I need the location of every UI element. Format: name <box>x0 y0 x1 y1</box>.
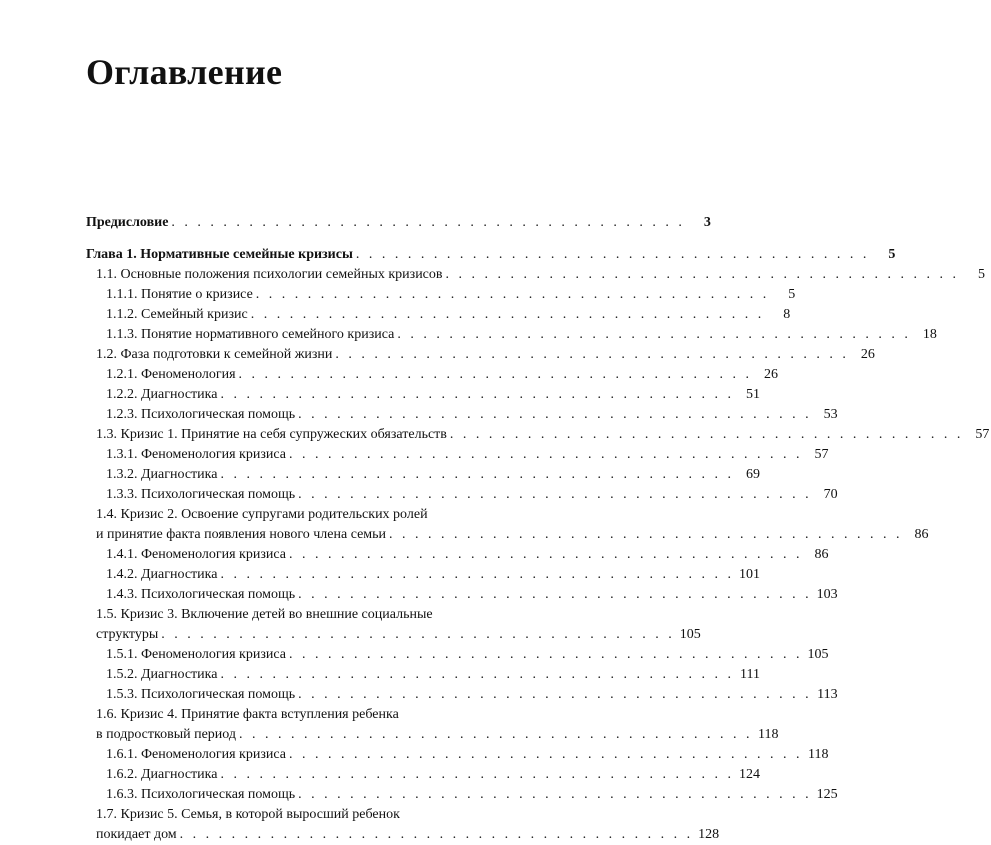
toc-entry[interactable] <box>0 785 838 805</box>
dot-leader: . . . . . . . . . . . . . . . . . . . . . . . . . . . . . . . . . . . . . . . . <box>389 527 903 542</box>
toc-entry-page: 26 <box>764 367 779 382</box>
toc-entry[interactable] <box>0 345 875 365</box>
dot-leader: . . . . . . . . . . . . . . . . . . . . . . . . . . . . . . . . . . . . . . . . <box>220 387 734 402</box>
toc-entry[interactable] <box>0 665 760 685</box>
toc-entry[interactable] <box>0 825 720 845</box>
toc-entry-page: 103 <box>816 587 838 602</box>
toc-entry[interactable] <box>0 525 929 545</box>
dot-leader: . . . . . . . . . . . . . . . . . . . . . . . . . . . . . . . . . . . . . . . . <box>220 667 734 682</box>
toc-entry-title: 1.3.3. Психологическая помощь <box>106 487 296 502</box>
toc-entry-page: 118 <box>758 727 779 742</box>
dot-leader: . . . . . . . . . . . . . . . . . . . . . . . . . . . . . . . . . . . . . . . . <box>335 347 849 362</box>
toc-entry-title: 1.4.2. Диагностика <box>106 567 218 582</box>
toc-entry-title: 1.2.1. Феноменология <box>106 367 236 382</box>
dot-leader: . . . . . . . . . . . . . . . . . . . . . . . . . . . . . . . . . . . . . . . . <box>239 727 753 742</box>
toc-entry-page: 69 <box>745 467 760 482</box>
dot-leader: . . . . . . . . . . . . . . . . . . . . . . . . . . . . . . . . . . . . . . . . <box>288 747 803 762</box>
toc-entry-page: 5 <box>978 267 986 282</box>
dot-leader: . . . . . . . . . . . . . . . . . . . . . . . . . . . . . . . . . . . . . . . . <box>220 767 734 782</box>
toc-entry-title: 1.2.2. Диагностика <box>106 387 218 402</box>
toc-entry-title: 1.6.2. Диагностика <box>106 767 218 782</box>
toc-entry-title: и принятие факта появления нового члена семьи <box>96 527 387 542</box>
dot-leader: . . . . . . . . . . . . . . . . . . . . . . . . . . . . . . . . . . . . . . . . <box>298 487 812 502</box>
toc-entry-title: 1.1.2. Семейный кризис <box>106 307 248 322</box>
dot-leader: . . . . . . . . . . . . . . . . . . . . . . . . . . . . . . . . . . . . . . . . <box>161 627 675 642</box>
toc-entry-title: 1.1.3. Понятие нормативного семейного кризиса <box>106 327 395 342</box>
toc-entry-page: 118 <box>807 747 829 762</box>
toc-entry-page: 70 <box>823 487 838 502</box>
dot-leader: . . . . . . . . . . . . . . . . . . . . . . . . . . . . . . . . . . . . . . . . <box>288 447 803 462</box>
toc-entry-page: 105 <box>679 627 701 642</box>
toc-entry[interactable] <box>0 213 711 233</box>
toc-entry-title-line1[interactable]: 1.5. Кризис 3. Включение детей во внешние социальные <box>96 607 433 622</box>
toc-entry[interactable] <box>0 645 829 665</box>
toc-entry-page: 124 <box>738 767 760 782</box>
toc-entry-page: 5 <box>788 287 796 302</box>
toc-entry-title: 1.5.3. Психологическая помощь <box>106 687 296 702</box>
toc-entry-title: 1.6.1. Феноменология кризиса <box>106 747 286 762</box>
toc-entry-page: 111 <box>740 667 760 682</box>
dot-leader: . . . . . . . . . . . . . . . . . . . . . . . . . . . . . . . . . . . . . . . . <box>298 787 812 802</box>
toc-entry-title: 1.3.2. Диагностика <box>106 467 218 482</box>
toc-entry-title-line1[interactable]: 1.4. Кризис 2. Освоение супругами родительских ролей <box>96 507 428 522</box>
toc-entry[interactable] <box>0 585 838 605</box>
toc-entry[interactable] <box>0 445 829 465</box>
toc-entry-title-line1[interactable]: 1.7. Кризис 5. Семья, в которой выросший ребенок <box>96 807 400 822</box>
toc-entry-page: 26 <box>860 347 875 362</box>
toc-entry-title: 1.3.1. Феноменология кризиса <box>106 447 286 462</box>
dot-leader: . . . . . . . . . . . . . . . . . . . . . . . . . . . . . . . . . . . . . . . . <box>449 427 964 442</box>
toc-entry-title: 1.1.1. Понятие о кризисе <box>106 287 253 302</box>
dot-leader: . . . . . . . . . . . . . . . . . . . . . . . . . . . . . . . . . . . . . . . . <box>238 367 753 382</box>
dot-leader: . . . . . . . . . . . . . . . . . . . . . . . . . . . . . . . . . . . . . . . . <box>179 827 694 842</box>
toc-entry[interactable] <box>0 285 796 305</box>
toc-entry-page: 101 <box>738 567 760 582</box>
toc-entry-page: 8 <box>783 307 791 322</box>
toc-entry[interactable] <box>0 485 838 505</box>
toc-entry[interactable] <box>0 685 838 705</box>
dot-leader: . . . . . . . . . . . . . . . . . . . . . . . . . . . . . . . . . . . . . . . . <box>220 467 734 482</box>
toc-entry-page: 105 <box>807 647 829 662</box>
toc-entry-title: покидает дом <box>96 827 177 842</box>
dot-leader: . . . . . . . . . . . . . . . . . . . . . . . . . . . . . . . . . . . . . . . . <box>298 687 812 702</box>
toc-entry-page: 86 <box>914 527 929 542</box>
toc-entry[interactable] <box>0 365 779 385</box>
toc-entry-title: 1.2.3. Психологическая помощь <box>106 407 296 422</box>
toc-entry[interactable] <box>0 425 990 445</box>
dot-leader: . . . . . . . . . . . . . . . . . . . . . . . . . . . . . . . . . . . . . . . . <box>355 247 870 262</box>
toc-entry-page: 57 <box>975 427 990 442</box>
toc-entry-title-line1[interactable]: 1.6. Кризис 4. Принятие факта вступления ребенка <box>96 707 399 722</box>
dot-leader: . . . . . . . . . . . . . . . . . . . . . . . . . . . . . . . . . . . . . . . . <box>250 307 765 322</box>
dot-leader: . . . . . . . . . . . . . . . . . . . . . . . . . . . . . . . . . . . . . . . . <box>171 215 685 230</box>
toc-entry[interactable] <box>0 305 791 325</box>
toc-entry-page: 51 <box>745 387 760 402</box>
toc-entry-title: 1.5.1. Феноменология кризиса <box>106 647 286 662</box>
page-title: Оглавление <box>86 52 283 92</box>
toc-entry-title: Глава 1. Нормативные семейные кризисы <box>86 247 353 262</box>
toc-entry[interactable] <box>0 565 760 585</box>
toc-entry[interactable] <box>0 545 829 565</box>
toc-entry-title: 1.4.3. Психологическая помощь <box>106 587 296 602</box>
dot-leader: . . . . . . . . . . . . . . . . . . . . . . . . . . . . . . . . . . . . . . . . <box>288 547 803 562</box>
toc-entry-page: 128 <box>698 827 720 842</box>
toc-entry-page: 125 <box>816 787 838 802</box>
toc-entry[interactable] <box>0 745 829 765</box>
toc-entry[interactable] <box>0 465 760 485</box>
dot-leader: . . . . . . . . . . . . . . . . . . . . . . . . . . . . . . . . . . . . . . . . <box>445 267 960 282</box>
toc-entry[interactable] <box>0 765 760 785</box>
toc-entry-page: 18 <box>922 327 937 342</box>
table-of-contents <box>0 213 990 845</box>
toc-entry-title: 1.1. Основные положения психологии семейных кризисов <box>96 267 443 282</box>
toc-entry-title: в подростковый период <box>96 727 237 742</box>
toc-entry[interactable] <box>0 385 760 405</box>
toc-entry-title: 1.4.1. Феноменология кризиса <box>106 547 286 562</box>
toc-entry[interactable] <box>0 245 896 265</box>
toc-entry-page: 5 <box>888 247 896 262</box>
toc-entry[interactable] <box>0 725 779 745</box>
toc-entry-page: 3 <box>703 215 711 230</box>
toc-entry-title: 1.5.2. Диагностика <box>106 667 218 682</box>
dot-leader: . . . . . . . . . . . . . . . . . . . . . . . . . . . . . . . . . . . . . . . . <box>397 327 911 342</box>
toc-entry-page: 86 <box>814 547 829 562</box>
toc-entry-title: структуры <box>96 627 159 642</box>
toc-entry[interactable] <box>0 325 937 345</box>
toc-entry-page: 113 <box>817 687 838 702</box>
toc-entry-page: 57 <box>814 447 829 462</box>
dot-leader: . . . . . . . . . . . . . . . . . . . . . . . . . . . . . . . . . . . . . . . . <box>220 567 734 582</box>
dot-leader: . . . . . . . . . . . . . . . . . . . . . . . . . . . . . . . . . . . . . . . . <box>298 587 812 602</box>
toc-entry-title: 1.3. Кризис 1. Принятие на себя супружеских обязательств <box>96 427 447 442</box>
toc-entry[interactable] <box>0 265 986 285</box>
dot-leader: . . . . . . . . . . . . . . . . . . . . . . . . . . . . . . . . . . . . . . . . <box>255 287 770 302</box>
dot-leader: . . . . . . . . . . . . . . . . . . . . . . . . . . . . . . . . . . . . . . . . <box>288 647 803 662</box>
toc-entry[interactable] <box>0 625 701 645</box>
toc-entry-title: 1.6.3. Психологическая помощь <box>106 787 296 802</box>
dot-leader: . . . . . . . . . . . . . . . . . . . . . . . . . . . . . . . . . . . . . . . . <box>298 407 812 422</box>
toc-entry-title: Предисловие <box>86 215 169 230</box>
toc-entry[interactable] <box>0 405 838 425</box>
toc-entry-title: 1.2. Фаза подготовки к семейной жизни <box>96 347 333 362</box>
toc-entry-page: 53 <box>823 407 838 422</box>
